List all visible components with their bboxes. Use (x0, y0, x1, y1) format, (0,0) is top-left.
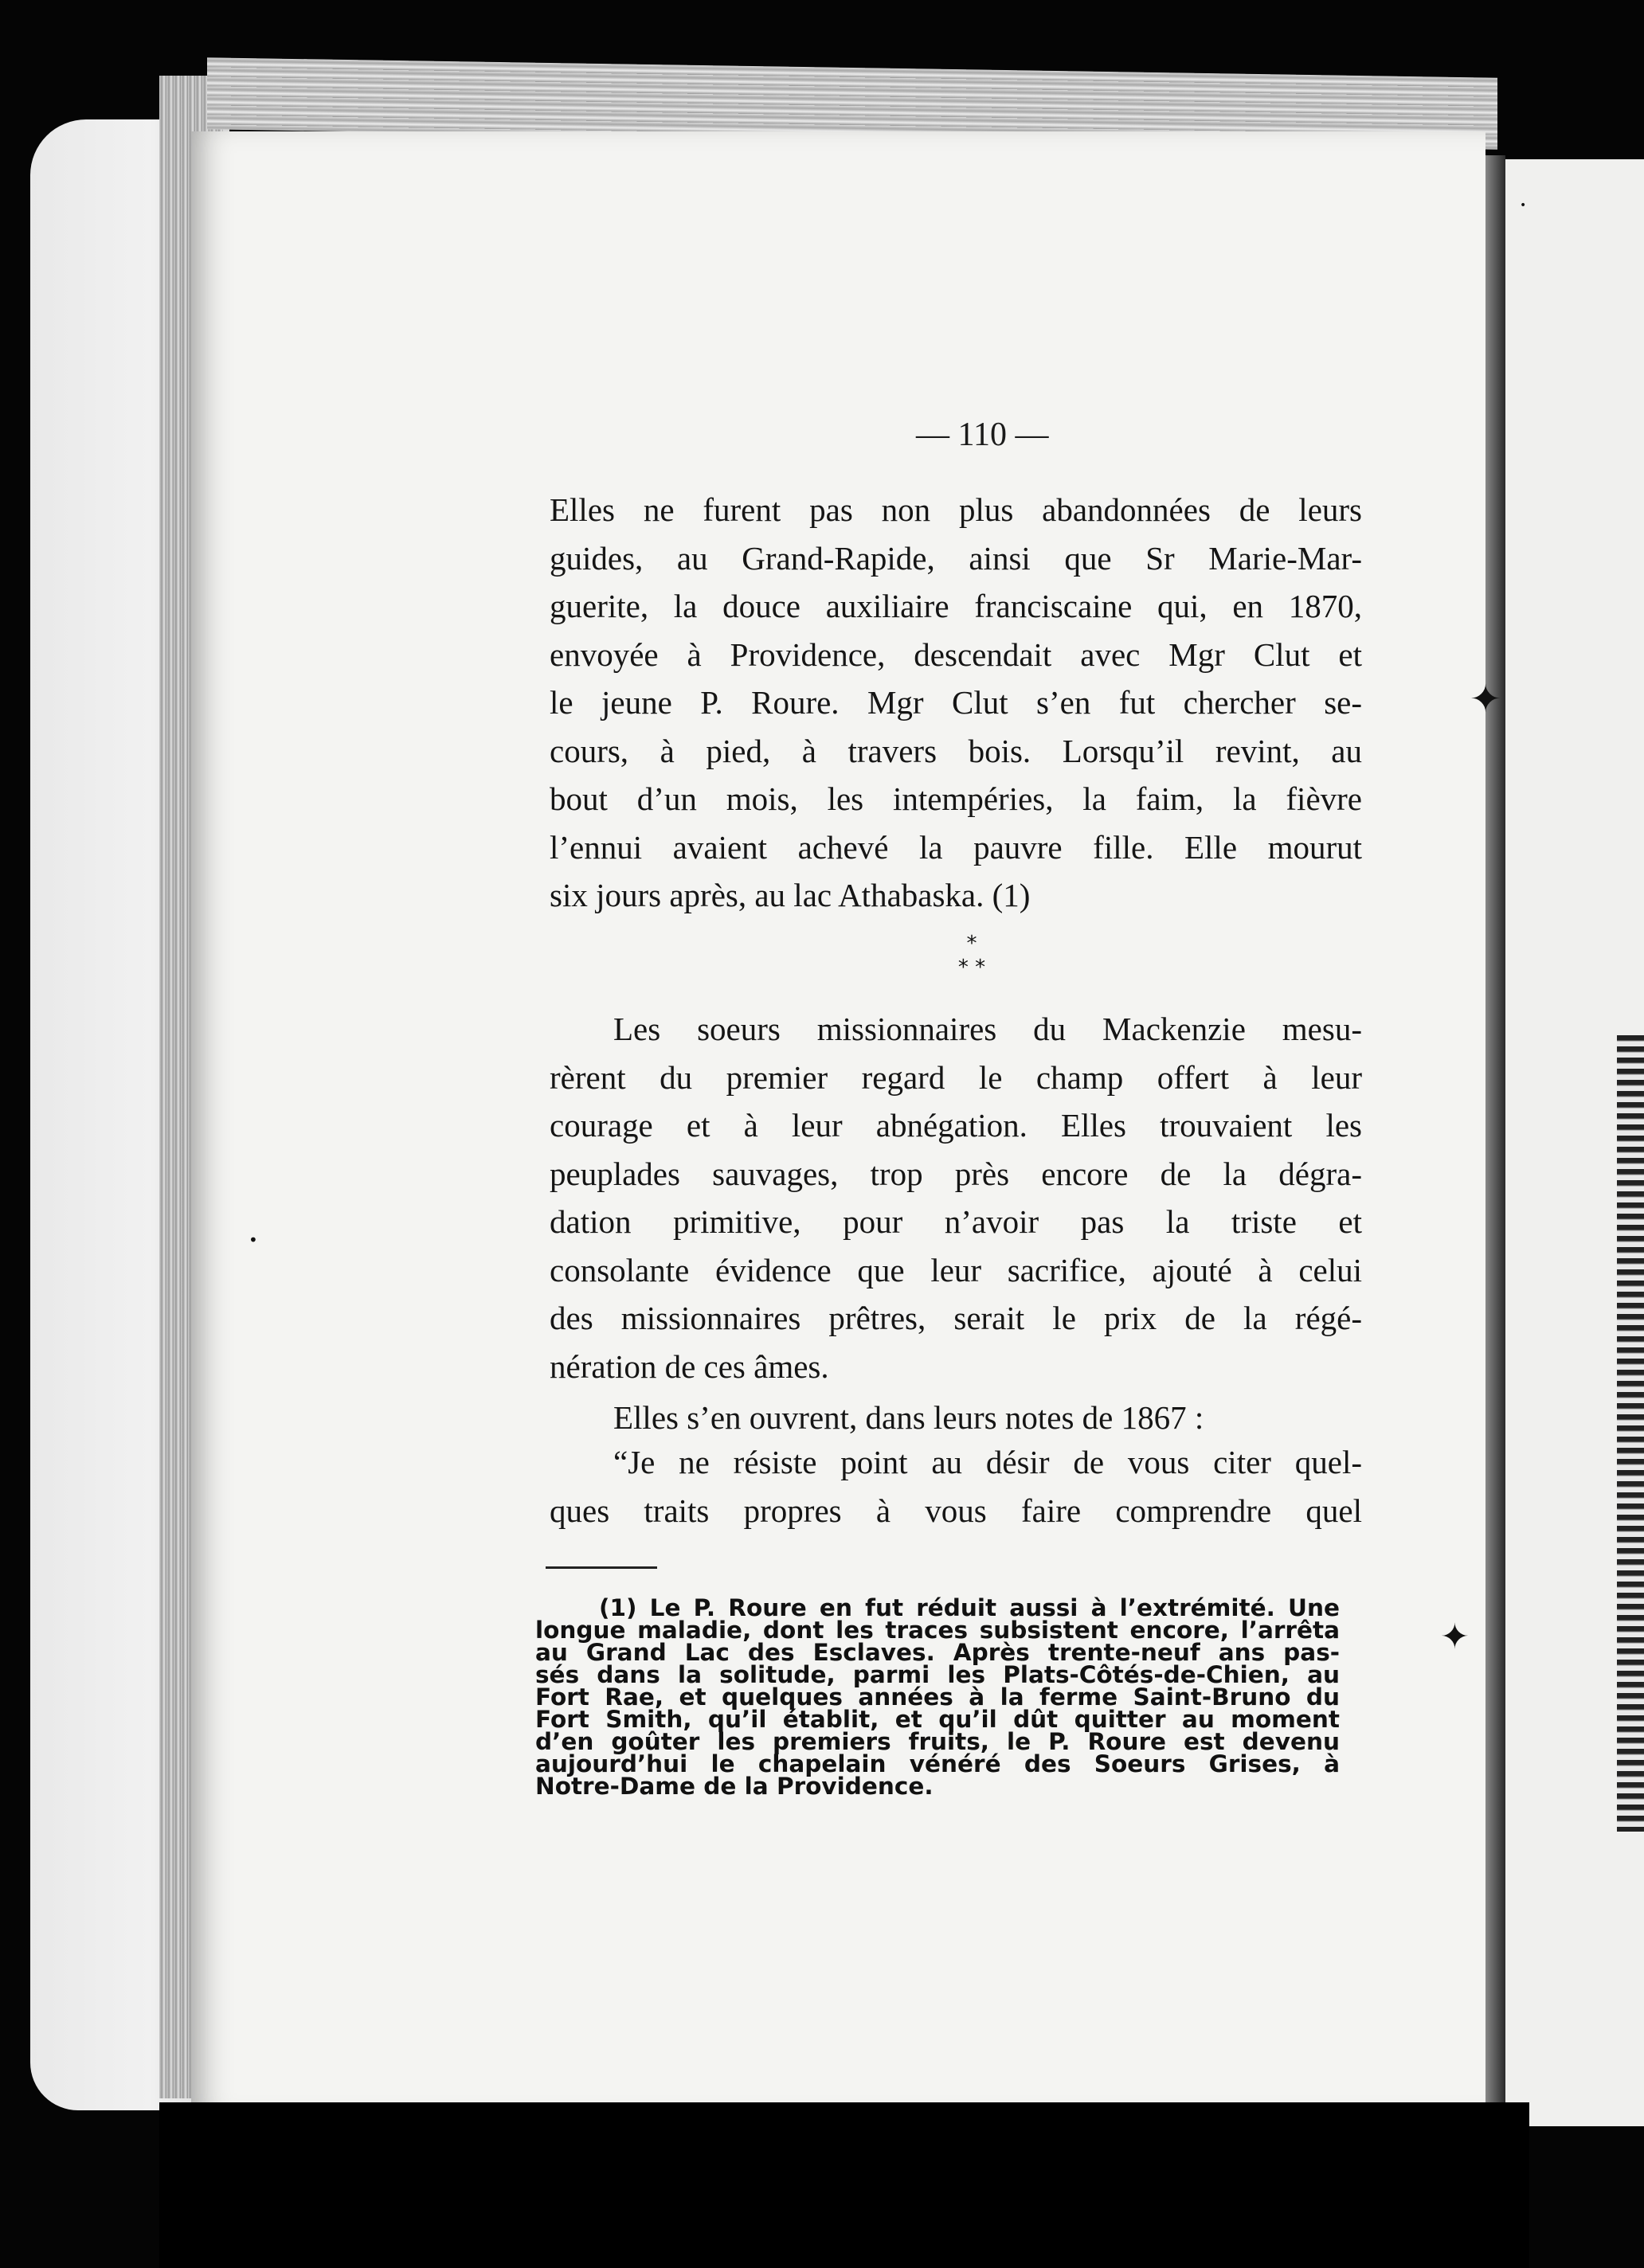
footnote-line: au Grand Lac des Esclaves. Après trente-neuf ans pas- (535, 1639, 1340, 1666)
footnote-line: longue maladie, dont les traces subsistent encore, l’arrêta (535, 1617, 1340, 1644)
separator-stars-bottom: * * (957, 956, 986, 980)
text-line: six jours après, au lac Athabaska. (1) (550, 877, 1031, 913)
text-line: le jeune P. Roure. Mgr Clut s’en fut chercher se- (550, 684, 1362, 721)
footnote (535, 1594, 1340, 1800)
footnote-line: sés dans la solitude, parmi les Plats-Côtés-de-Chien, au (535, 1661, 1340, 1688)
text-line: nération de ces âmes. (550, 1347, 829, 1385)
speck: • (249, 1230, 258, 1249)
paragraph-3 (550, 1394, 1362, 1442)
text-line: des missionnaires prêtres, serait le prix de la régé- (550, 1300, 1362, 1336)
paragraph-4 (550, 1438, 1362, 1535)
text-line: Elles ne furent pas non plus abandonnées de leurs (550, 491, 1362, 528)
text-line: l’ennui avaient achevé la pauvre fille. Elle mourut (550, 828, 1362, 866)
text-line: Les soeurs missionnaires du Mackenzie mesu- (613, 1011, 1362, 1047)
facing-page-edges (1617, 1035, 1644, 1832)
footnote-line: Fort Rae, et quelques années à la ferme Saint-Bruno du (535, 1683, 1340, 1711)
text-line: rèrent du premier regard le champ offert à leur (550, 1058, 1362, 1096)
separator-star-top: * (966, 932, 977, 956)
footnote-rule (546, 1566, 657, 1569)
page-number: — 110 — (916, 416, 1049, 453)
footnote-line: Notre-Dame de la Providence. (535, 1773, 934, 1800)
paragraph-2 (550, 1005, 1362, 1390)
footnote-line: d’en goûter les premiers fruits, le P. Roure est devenu (535, 1728, 1340, 1755)
binding-mark-icon: ✦ (1470, 677, 1502, 721)
text-line: envoyée à Providence, descendait avec Mgr Clut et (550, 635, 1362, 673)
text-line: consolante évidence que leur sacrifice, ajouté à celui (550, 1251, 1362, 1288)
bottom-shadow (159, 2102, 1529, 2268)
text-line: dation primitive, pour n’avoir pas la triste et (550, 1203, 1362, 1240)
text-line: guerite, la douce auxiliaire franciscaine qui, en 1870, (550, 588, 1362, 624)
text-line: courage et à leur abnégation. Elles trouvaient les (550, 1107, 1362, 1144)
text-line: “Je ne résiste point au désir de vous citer quel- (613, 1444, 1362, 1480)
footnote-line: (1) Le P. Roure en fut réduit aussi à l’extrémité. Une (599, 1594, 1340, 1621)
text-line: guides, au Grand-Rapide, ainsi que Sr Marie-Mar- (550, 539, 1362, 577)
section-separator (924, 932, 1020, 980)
binding-mark-icon: ✦ (1440, 1617, 1470, 1657)
text-line: Elles s’en ouvrent, dans leurs notes de 1867 : (613, 1399, 1204, 1436)
text-line: bout d’un mois, les intempéries, la faim, la fièvre (550, 780, 1362, 817)
text-line: cours, à pied, à travers bois. Lorsqu’il revint, au (550, 732, 1362, 769)
text-line: ques traits propres à vous faire comprendre quel (550, 1492, 1362, 1529)
footnote-line: Fort Smith, qu’il établit, et qu’il dût quitter au moment (535, 1706, 1340, 1733)
speck: • (1520, 199, 1527, 212)
text-line: peuplades sauvages, trop près encore de la dégra- (550, 1155, 1362, 1192)
footnote-line: aujourd’hui le chapelain vénéré des Soeurs Grises, à (535, 1750, 1340, 1777)
paragraph-1 (550, 486, 1362, 920)
